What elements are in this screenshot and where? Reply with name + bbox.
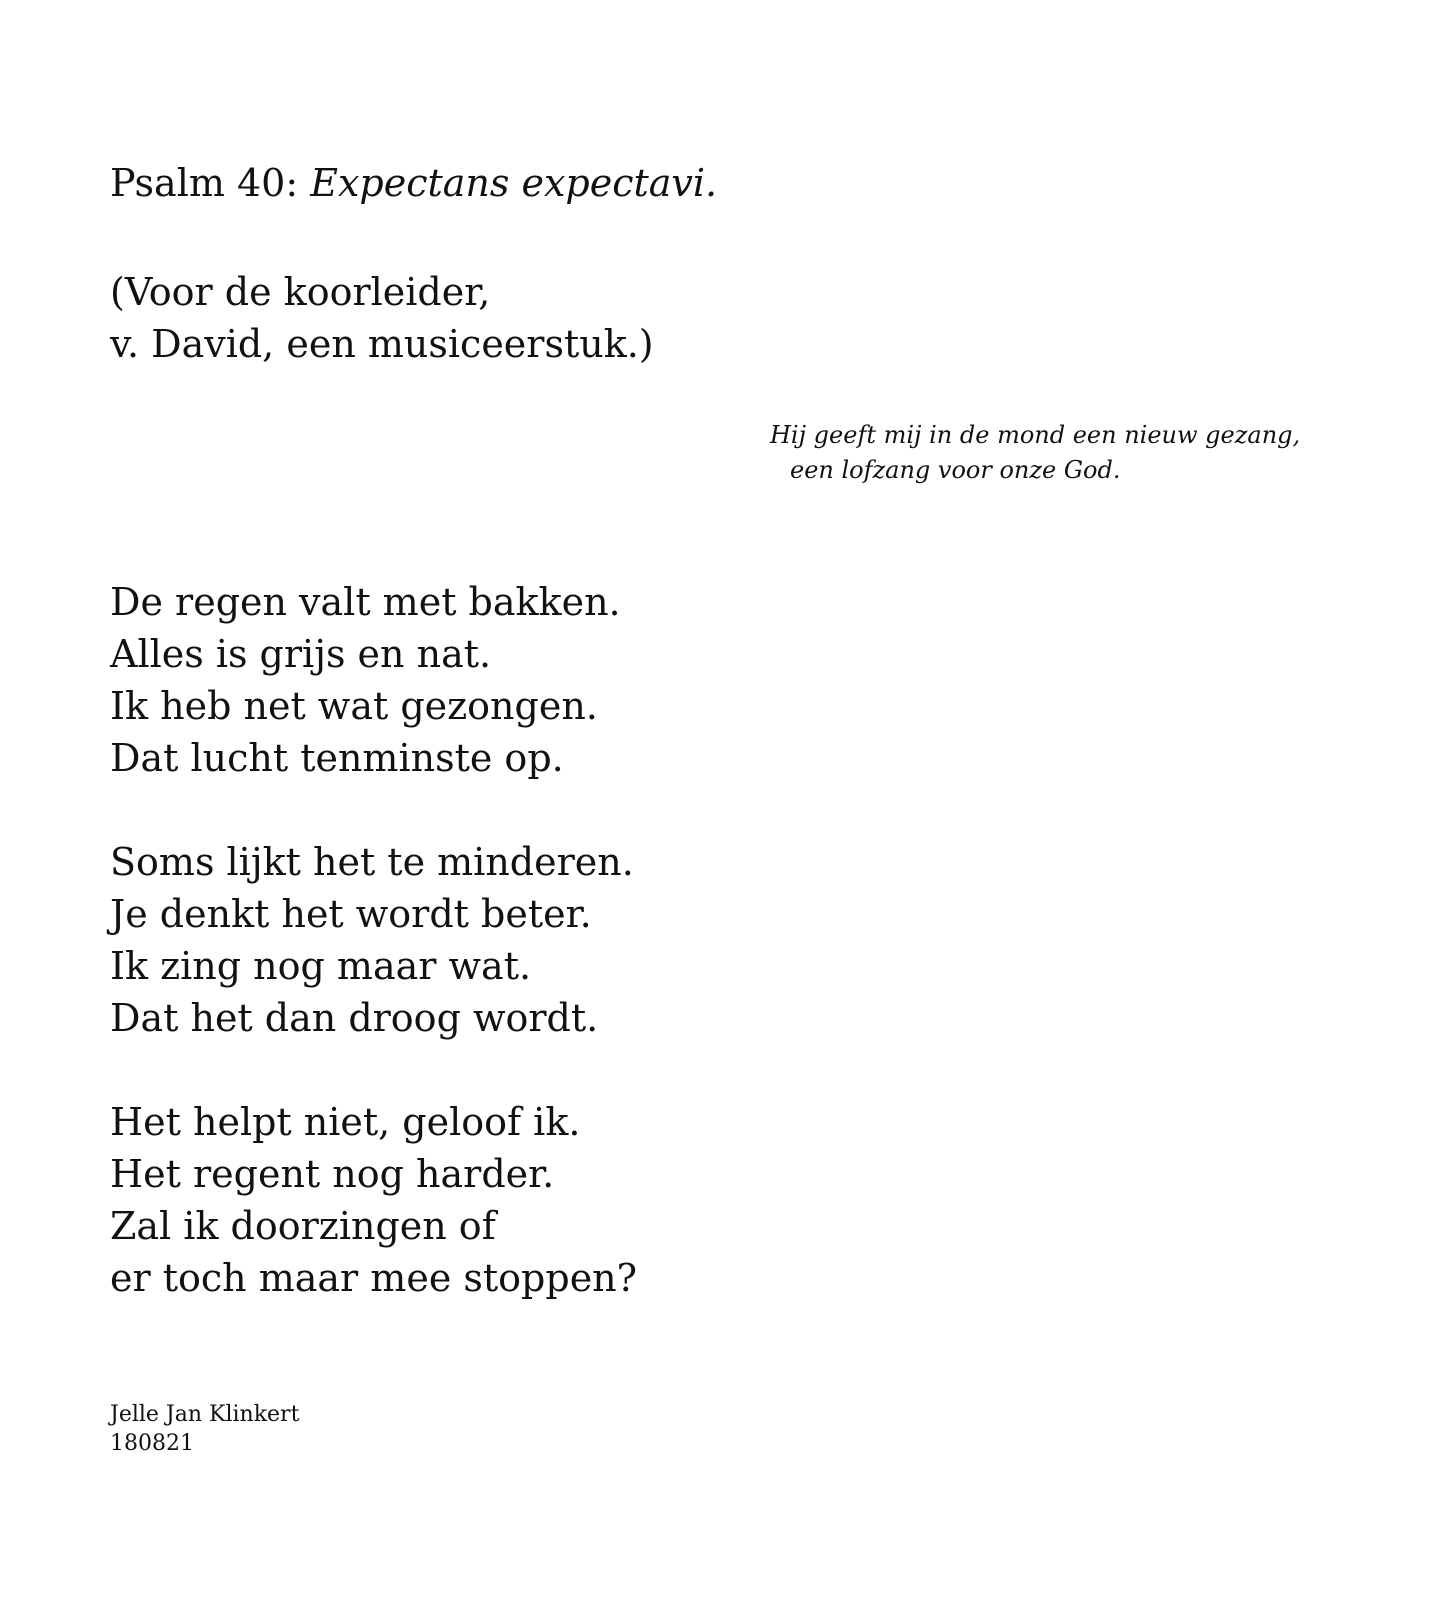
verse-line: De regen valt met bakken.: [110, 580, 621, 624]
author-name: Jelle Jan Klinkert: [110, 1402, 300, 1427]
poem-title: [110, 160, 717, 206]
epigraph: [770, 418, 1300, 488]
signature: [110, 1400, 299, 1458]
verse-line: Alles is grijs en nat.: [110, 632, 492, 676]
verse-line: er toch maar mee stoppen?: [110, 1256, 638, 1300]
verse-line: Zal ik doorzingen of: [110, 1204, 496, 1248]
subtitle-line: v. David, een musiceerstuk.): [110, 322, 654, 366]
verse-line: Ik zing nog maar wat.: [110, 944, 532, 988]
stanza-2: [110, 836, 634, 1044]
subtitle-line: (Voor de koorleider,: [110, 270, 491, 314]
poem-subtitle: [110, 266, 654, 370]
poem-date: 180821: [110, 1431, 194, 1456]
stanza-1: [110, 576, 621, 784]
verse-line: Soms lijkt het te minderen.: [110, 840, 634, 884]
verse-line: Dat het dan droog wordt.: [110, 996, 599, 1040]
verse-line: Je denkt het wordt beter.: [110, 892, 592, 936]
epigraph-line: een lofzang voor onze God.: [790, 456, 1121, 484]
verse-line: Ik heb net wat gezongen.: [110, 684, 598, 728]
verse-line: Dat lucht tenminste op.: [110, 736, 564, 780]
verse-line: Het regent nog harder.: [110, 1152, 555, 1196]
verse-line: Het helpt niet, geloof ik.: [110, 1100, 581, 1144]
epigraph-line: Hij geeft mij in de mond een nieuw gezang,: [770, 421, 1301, 449]
stanza-3: [110, 1096, 637, 1304]
title-prefix: Psalm 40:: [110, 161, 311, 205]
title-latin: Expectans expectavi.: [310, 161, 718, 205]
